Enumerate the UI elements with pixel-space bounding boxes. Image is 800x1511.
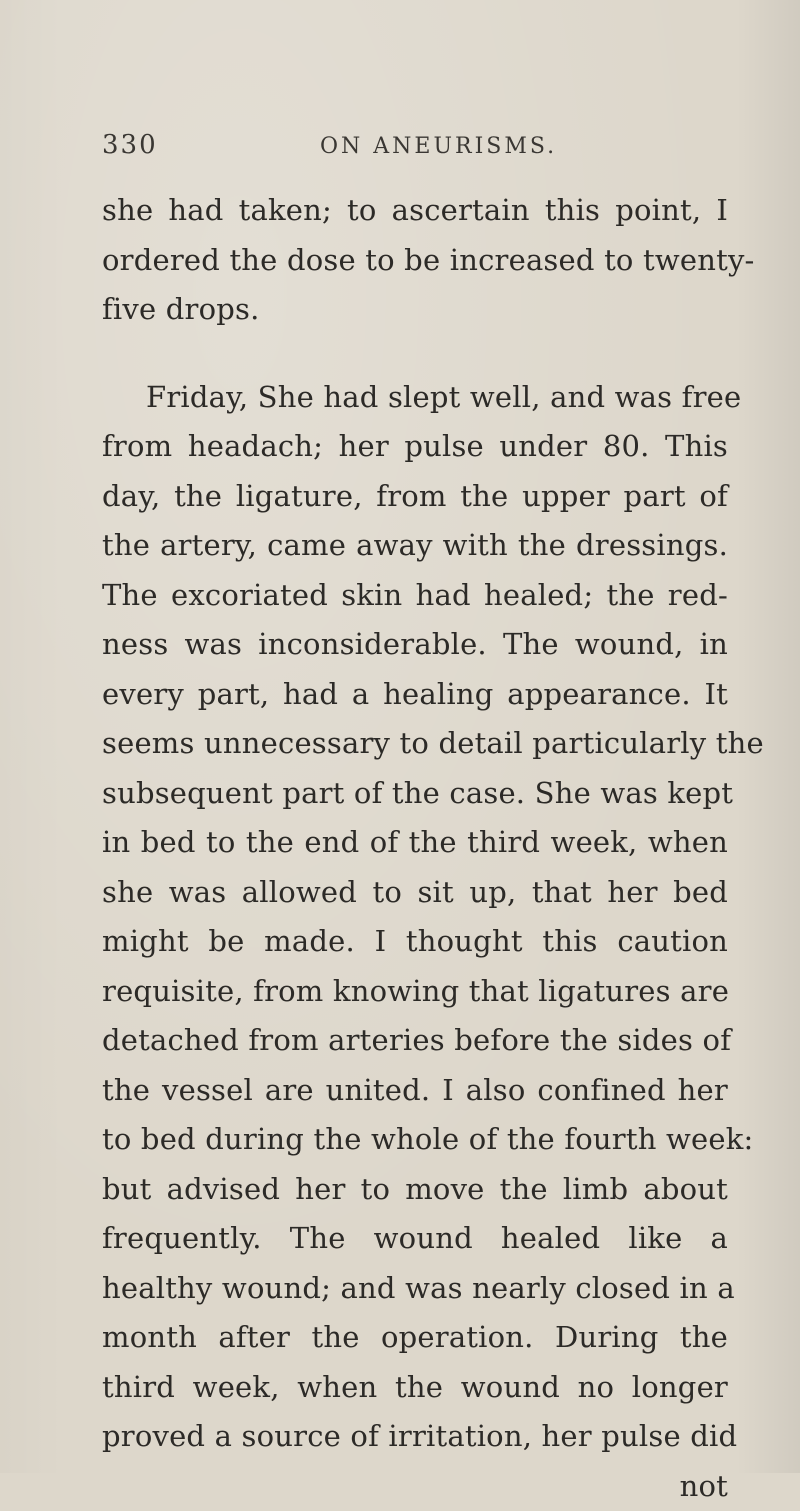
text-line: subsequent part of the case. She was kept <box>102 769 728 819</box>
text-line: Friday, She had slept well, and was free <box>102 373 728 423</box>
text-line: she was allowed to sit up, that her bed <box>102 868 728 918</box>
paragraph <box>102 186 728 335</box>
text-line: frequently. The wound healed like a <box>102 1214 728 1264</box>
text-line: day, the ligature, from the upper part of <box>102 472 728 522</box>
text-line: month after the operation. During the <box>102 1313 728 1363</box>
text-line: five drops. <box>102 285 728 335</box>
text-line: from headach; her pulse under 80. This <box>102 422 728 472</box>
text-line: third week, when the wound no longer <box>102 1363 728 1413</box>
text-line: healthy wound; and was nearly closed in a <box>102 1264 728 1314</box>
body-text <box>102 186 728 1511</box>
text-line: ordered the dose to be increased to twenty- <box>102 236 728 286</box>
text-line: but advised her to move the limb about <box>102 1165 728 1215</box>
text-line: the vessel are united. I also confined her <box>102 1066 728 1116</box>
text-line: every part, had a healing appearance. It <box>102 670 728 720</box>
paragraph <box>102 373 728 1511</box>
text-line: to bed during the whole of the fourth week: <box>102 1115 728 1165</box>
text-line: detached from arteries before the sides of <box>102 1016 728 1066</box>
text-line: The excoriated skin had healed; the red- <box>102 571 728 621</box>
text-line: might be made. I thought this caution <box>102 917 728 967</box>
catchword: not <box>102 1462 728 1511</box>
page-header <box>102 130 702 170</box>
text-line: requisite, from knowing that ligatures are <box>102 967 728 1017</box>
page-number: 330 <box>102 130 158 160</box>
text-line: ness was inconsiderable. The wound, in <box>102 620 728 670</box>
text-line: proved a source of irritation, her pulse did <box>102 1412 728 1462</box>
running-head: ON ANEURISMS. <box>320 134 557 159</box>
text-line: the artery, came away with the dressings. <box>102 521 728 571</box>
text-line: she had taken; to ascertain this point, I <box>102 186 728 236</box>
text-line: in bed to the end of the third week, when <box>102 818 728 868</box>
text-line: seems unnecessary to detail particularly the <box>102 719 728 769</box>
